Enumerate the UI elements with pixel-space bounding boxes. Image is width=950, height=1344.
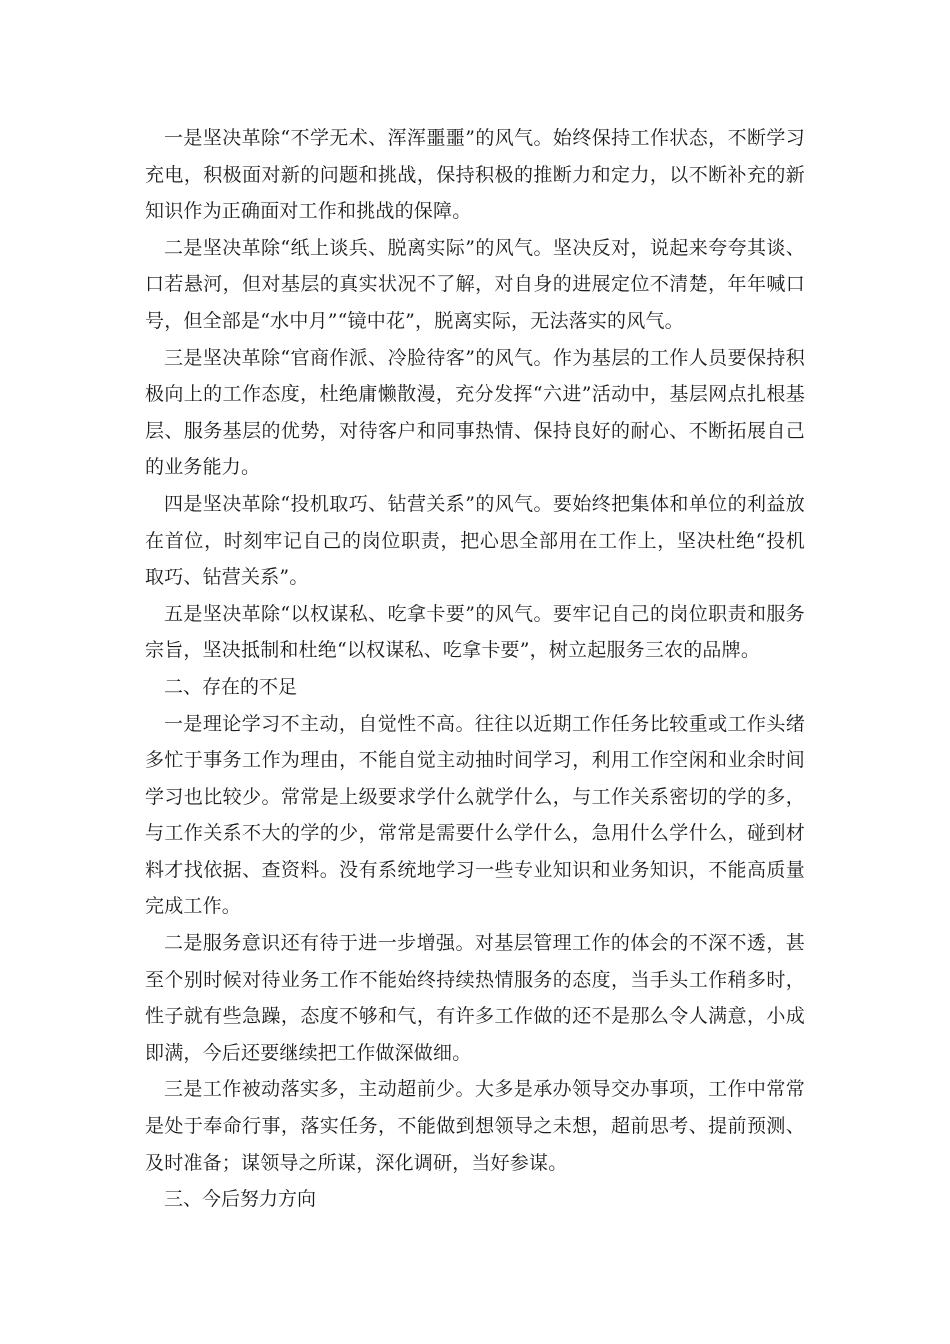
section-heading-future-direction: 三、今后努力方向 [164,1188,317,1211]
paragraph-service-awareness: 二是服务意识还有待于进一步增强。对基层管理工作的体会的不深不透，甚至个别时候对待业务工作不能始终持续热情服务的态度，当手头工作稍多时，性子就有些急躁，态度不够和气，有许多工作做的还不是那么令人满意，小成即满，今后还要继续把工作做深做细。 [145,932,805,1064]
paragraph-study: 一是坚决革除“不学无术、浑浑噩噩”的风气。始终保持工作状态，不断学习充电，积极面对新的问题和挑战，保持积极的推断力和定力，以不断补充的新知识作为正确面对工作和挑战的保障。 [145,127,805,223]
document-page [145,120,805,1218]
paragraph-service-attitude: 三是坚决革除“官商作派、冷脸待客”的风气。作为基层的工作人员要保持积极向上的工作态度，杜绝庸懒散漫，充分发挥“六进”活动中，基层网点扎根基层、服务基层的优势，对待客户和同事热情、保持良好的耐心、不断拓展自己的业务能力。 [145,346,805,479]
paragraph-initiative: 三是工作被动落实多，主动超前少。大多是承办领导交办事项，工作中常常是处于奉命行事，落实任务，不能做到想领导之未想，超前思考、提前预测、及时准备；谋领导之所谋，深化调研，当好参谋。 [145,1078,805,1174]
paragraph-practice: 二是坚决革除“纸上谈兵、脱离实际”的风气。坚决反对，说起来夸夸其谈、口若悬河，但对基层的真实状况不了解，对自身的进展定位不清楚，年年喊口号，但全部是“水中月”“镜中花”，脱离实际，无法落实的风气。 [145,236,805,332]
section-heading-shortcomings: 二、存在的不足 [164,675,298,698]
paragraph-integrity: 五是坚决革除“以权谋私、吃拿卡要”的风气。要牢记自己的岗位职责和服务宗旨，坚决抵制和杜绝“以权谋私、吃拿卡要”，树立起服务三农的品牌。 [145,602,805,662]
paragraph-collective-interest: 四是坚决革除“投机取巧、钻营关系”的风气。要始终把集体和单位的利益放在首位，时刻牢记自己的岗位职责，把心思全部用在工作上，坚决杜绝“投机取巧、钻营关系”。 [145,492,805,589]
paragraph-theory-study: 一是理论学习不主动，自觉性不高。往往以近期工作任务比较重或工作头绪多忙于事务工作为理由，不能自觉主动抽时间学习，利用工作空闲和业余时间学习也比较少。常常是上级要求学什么就学什么，与工作关系密切的学的多，与工作关系不大的学的少，常常是需要什么学什么，急用什么学什么，碰到材料才找依据、查资料。没有系统地学习一些专业知识和业务知识，不能高质量完成工作。 [145,712,805,918]
